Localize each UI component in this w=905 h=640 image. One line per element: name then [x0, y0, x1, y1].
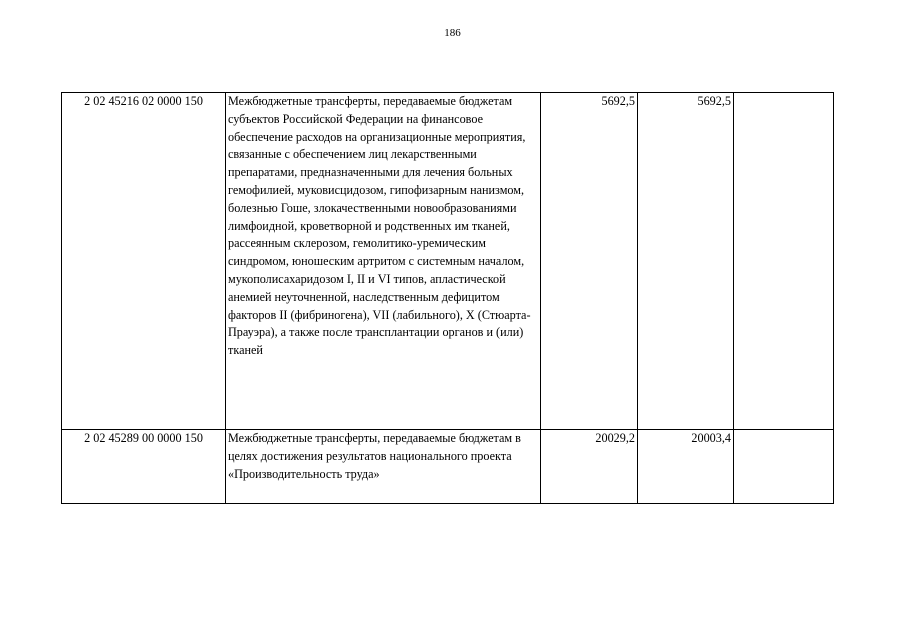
- budget-item-name: Межбюджетные трансферты, передаваемые бюджетам субъектов Российской Федерации на финансовое обеспечение расходов на организационные мероприятия, связанные с обеспечением лиц лекарственными препаратами, предназначенными для лечения больных гемофилией, муковисцидозом, гипофизарным нанизмом, болезнью Гоше, злокачественными новообразованиями лимфоидной, кроветворной и родственных им тканей, рассеянным склерозом, гемолитико-уремическим синдромом, юношеским артритом с системным началом, мукополисахаридозом I, II и VI типов, апластической анемией неуточненной, наследственным дефицитом факторов II (фибриногена), VII (лабильного), X (Стюарта-Прауэра), а также после трансплантации органов и (или) тканей: [226, 93, 541, 430]
- table-row: [62, 93, 834, 430]
- amount-planned: 5692,5: [541, 93, 638, 430]
- page-number: 186: [444, 27, 461, 39]
- amount-extra: [734, 430, 834, 504]
- budget-code: 2 02 45289 00 0000 150: [62, 430, 226, 504]
- amount-planned: 20029,2: [541, 430, 638, 504]
- amount-executed: 20003,4: [638, 430, 734, 504]
- amount-executed: 5692,5: [638, 93, 734, 430]
- table-row: [62, 430, 834, 504]
- budget-code: 2 02 45216 02 0000 150: [62, 93, 226, 430]
- budget-item-name: Межбюджетные трансферты, передаваемые бюджетам в целях достижения результатов национального проекта «Производительность труда»: [226, 430, 541, 504]
- amount-extra: [734, 93, 834, 430]
- budget-table: [61, 92, 834, 504]
